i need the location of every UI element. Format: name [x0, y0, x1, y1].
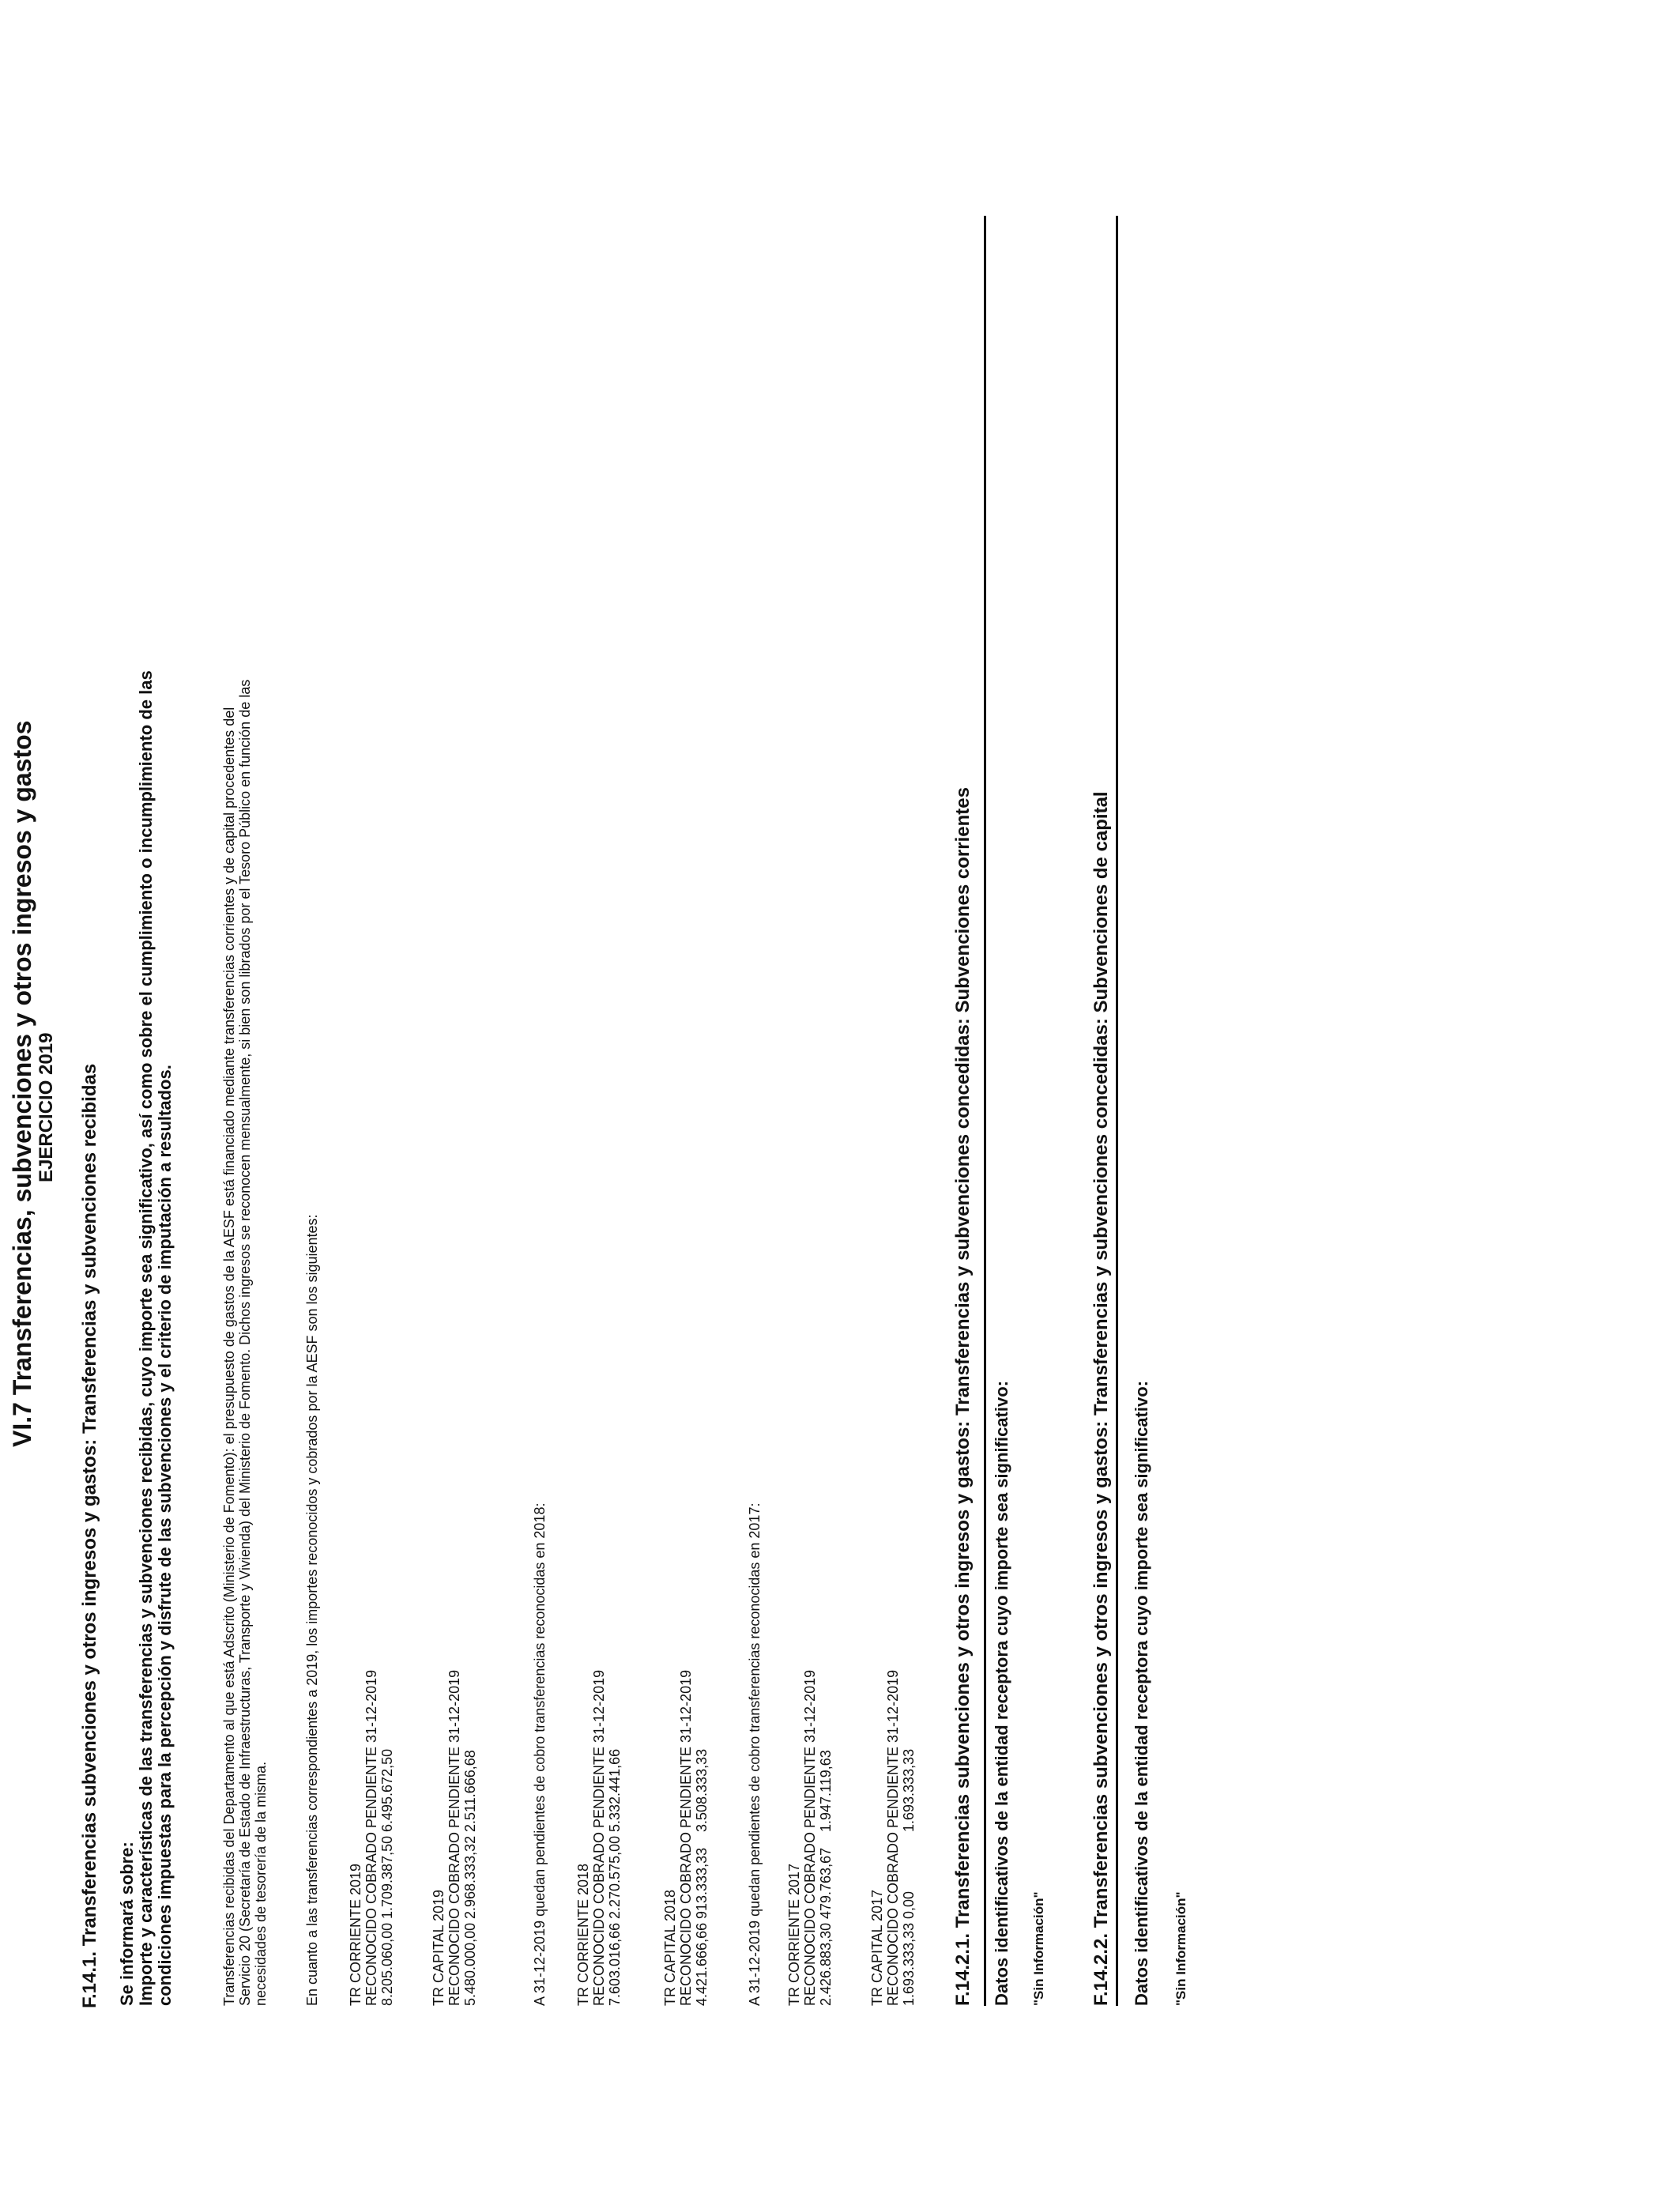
block-header: RECONOCIDO COBRADO PENDIENTE 31-12-2019 [591, 1669, 607, 2006]
page-title: VI.7 Transferencias, subvenciones y otros ingresos y gastos [8, 720, 36, 1447]
pendiente-value: 1.693.333,33 [901, 1748, 917, 1832]
cobrado-value: 0,00 [901, 1891, 917, 1919]
page-subtitle: EJERCICIO 2019 [36, 1032, 57, 1182]
block-2018-corriente [575, 1670, 623, 2006]
divider-f1422 [1116, 216, 1118, 2006]
block-2018-capital [662, 1670, 710, 2006]
reconocido-value: 4.421.666,66 [694, 1922, 710, 2006]
block-2017-capital [869, 1670, 917, 2006]
block-values [901, 1670, 917, 2006]
pendiente-value: 2.511.666,68 [462, 1750, 478, 1832]
datos-identificativos-f1421: Datos identificativos de la entidad receptora cuyo importe sea significativo: [992, 1381, 1011, 2006]
pendiente-value: 3.508.333,33 [694, 1748, 710, 1832]
block-label: TR CAPITAL 2018 [662, 1889, 678, 2006]
block-header: RECONOCIDO COBRADO PENDIENTE 31-12-2019 [363, 1669, 379, 2006]
informara-label: Se informará sobre: [117, 1842, 137, 2006]
intro-2017: A 31-12-2019 quedan pendientes de cobro transferencias reconocidas en 2017: [747, 1502, 763, 2006]
sin-informacion-f1422: "Sin Información" [1173, 1891, 1188, 2006]
section-heading-f1422: F.14.2.2. Transferencias subvenciones y otros ingresos y gastos: Transferencias y subvenciones concedidas: Subvenciones de capital [1090, 791, 1112, 2006]
intro-2019: En cuanto a las transferencias correspondientes a 2019, los importes reconocidos y cobrados por la AESF son los siguientes: [304, 1214, 320, 2006]
paragraph-line-2: Servicio 20 (Secretaría de Estado de Infraestructuras, Transporte y Vivienda) del Ministerio de Fomento. Dichos ingresos se reconocen mensualmente, si bien son librados por el Tesoro Público en función de las [237, 679, 253, 2006]
importe-line-1: Importe y características de las transferencias y subvenciones recibidas, cuyo importe sea significativo, así como sobre el cumplimiento o incumplimiento de las [136, 670, 156, 2006]
block-values [818, 1670, 834, 2006]
block-header: RECONOCIDO COBRADO PENDIENTE 31-12-2019 [802, 1669, 818, 2006]
reconocido-value: 7.603.016,66 [607, 1922, 623, 2006]
block-2019-corriente [348, 1670, 395, 2006]
pendiente-value: 6.495.672,50 [379, 1748, 395, 1832]
block-2019-capital [431, 1670, 478, 2006]
reconocido-value: 2.426.883,30 [818, 1922, 834, 2006]
block-values [462, 1670, 478, 2006]
paragraph-line-3: necesidades de tesorería de la misma. [253, 1761, 269, 2006]
reconocido-value: 8.205.060,00 [379, 1922, 395, 2006]
paragraph-line-1: Transferencias recibidas del Departamento al que está Adscrito (Ministerio de Fomento): el presupuesto de gastos de la AESF está financiado mediante transferencias corrientes y de capital procedentes del [221, 707, 237, 2006]
datos-identificativos-f1422: Datos identificativos de la entidad receptora cuyo importe sea significativo: [1132, 1381, 1151, 2006]
block-values [607, 1670, 623, 2006]
pendiente-value: 5.332.441,66 [607, 1748, 623, 1832]
block-values [694, 1670, 710, 2006]
divider-f1421 [984, 216, 986, 2006]
cobrado-value: 913.333,33 [694, 1847, 710, 1919]
pendiente-value: 1.947.119,63 [818, 1750, 834, 1832]
block-header: RECONOCIDO COBRADO PENDIENTE 31-12-2019 [446, 1669, 462, 2006]
block-values [379, 1670, 395, 2006]
block-label: TR CORRIENTE 2017 [786, 1863, 802, 2006]
importe-line-2: condiciones impuestas para la percepción y disfrute de las subvenciones y el criterio de imputación a resultados. [155, 1065, 175, 2006]
cobrado-value: 1.709.387,50 [379, 1835, 395, 1919]
reconocido-value: 1.693.333,33 [901, 1922, 917, 2006]
section-heading-f141: F.14.1. Transferencias subvenciones y otros ingresos y gastos: Transferencias y subvenciones recibidas [79, 1063, 100, 2008]
reconocido-value: 5.480.000,00 [462, 1922, 478, 2006]
block-label: TR CAPITAL 2019 [431, 1889, 446, 2006]
intro-2018: A 31-12-2019 quedan pendientes de cobro transferencias reconocidas en 2018: [532, 1502, 548, 2006]
block-label: TR CAPITAL 2017 [869, 1889, 885, 2006]
block-header: RECONOCIDO COBRADO PENDIENTE 31-12-2019 [678, 1669, 694, 2006]
sin-informacion-f1421: "Sin Información" [1031, 1891, 1046, 2006]
cobrado-value: 2.968.333,32 [462, 1835, 478, 1919]
block-label: TR CORRIENTE 2018 [575, 1863, 591, 2006]
section-heading-f1421: F.14.2.1. Transferencias subvenciones y otros ingresos y gastos: Transferencias y subvenciones concedidas: Subvenciones corrientes [952, 787, 974, 2006]
block-2017-corriente [786, 1670, 834, 2006]
cobrado-value: 479.763,67 [818, 1847, 834, 1919]
block-label: TR CORRIENTE 2019 [348, 1863, 363, 2006]
block-header: RECONOCIDO COBRADO PENDIENTE 31-12-2019 [885, 1669, 901, 2006]
cobrado-value: 2.270.575,00 [607, 1835, 623, 1919]
